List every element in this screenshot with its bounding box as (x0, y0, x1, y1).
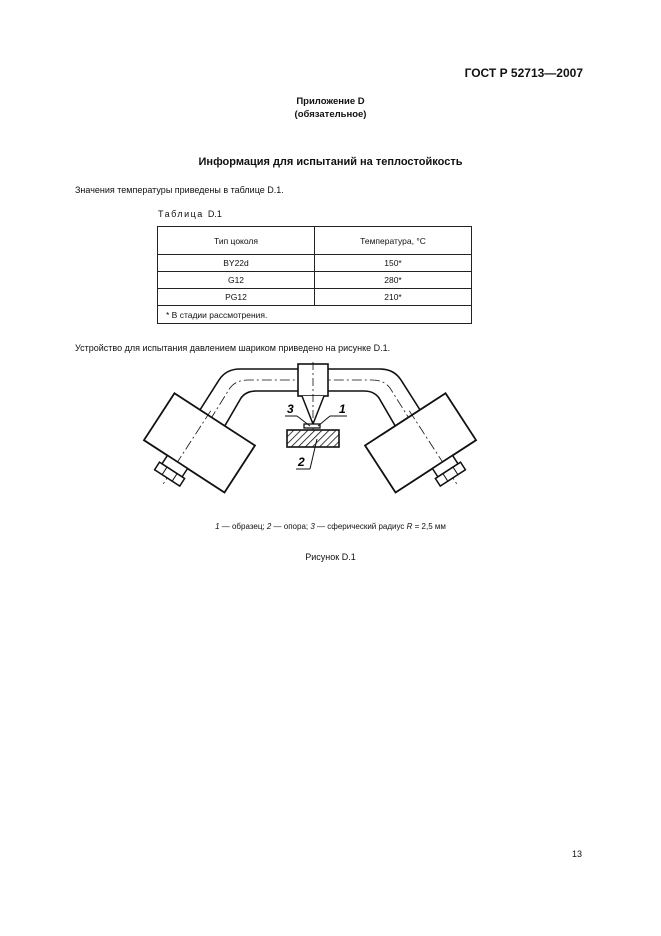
table-caption-label: Таблица (158, 209, 204, 219)
cell-cap-type: BY22d (158, 255, 315, 272)
legend-num-2: 2 (266, 522, 272, 531)
table-row (158, 272, 472, 289)
ball-pressure-test-figure (130, 360, 510, 515)
legend-text-1: — образец; (219, 522, 267, 531)
cell-temperature: 280* (315, 272, 472, 289)
table-caption-number: D.1 (207, 209, 222, 219)
callout-3-label: 3 (287, 402, 294, 416)
figure-legend (0, 522, 661, 531)
figure-title: Рисунок D.1 (305, 552, 356, 562)
table-header-row (158, 227, 472, 255)
table-row (158, 255, 472, 272)
callout-2-label: 2 (298, 455, 305, 469)
annex-title: Приложение D (296, 96, 365, 107)
header-cap-type: Тип цоколя (158, 227, 315, 255)
left-holder (130, 389, 258, 515)
legend-num-1: 1 (215, 522, 220, 531)
document-code: ГОСТ Р 52713—2007 (464, 66, 583, 80)
right-holder (362, 389, 492, 515)
support (287, 430, 339, 447)
annex-heading (0, 95, 661, 121)
legend-text-2: — опора; (271, 522, 311, 531)
legend-text-4: = 2,5 мм (412, 522, 446, 531)
temperature-table (157, 226, 472, 324)
legend-num-3: 3 (310, 522, 315, 531)
table-footnote-row (158, 306, 472, 324)
figure-intro-paragraph: Устройство для испытания давлением шариком приведено на рисунке D.1. (75, 343, 391, 353)
callout-1-label: 1 (339, 402, 346, 416)
legend-text-3: — сферический радиус (314, 522, 407, 531)
annex-status: (обязательное) (294, 109, 367, 120)
page-number: 13 (571, 849, 582, 859)
table-caption (158, 209, 222, 219)
specimen (304, 424, 320, 428)
table-footnote: * В стадии рассмотрения. (158, 306, 472, 324)
cell-temperature: 150* (315, 255, 472, 272)
callout-1 (318, 402, 347, 426)
cell-cap-type: PG12 (158, 289, 315, 306)
header-temperature: Температура, °С (315, 227, 472, 255)
intro-paragraph: Значения температуры приведены в таблице D.1. (75, 185, 284, 195)
cell-cap-type: G12 (158, 272, 315, 289)
legend-radius-symbol: R (406, 522, 413, 531)
cell-temperature: 210* (315, 289, 472, 306)
table-row (158, 289, 472, 306)
section-title: Информация для испытаний на теплостойкость (198, 156, 463, 168)
